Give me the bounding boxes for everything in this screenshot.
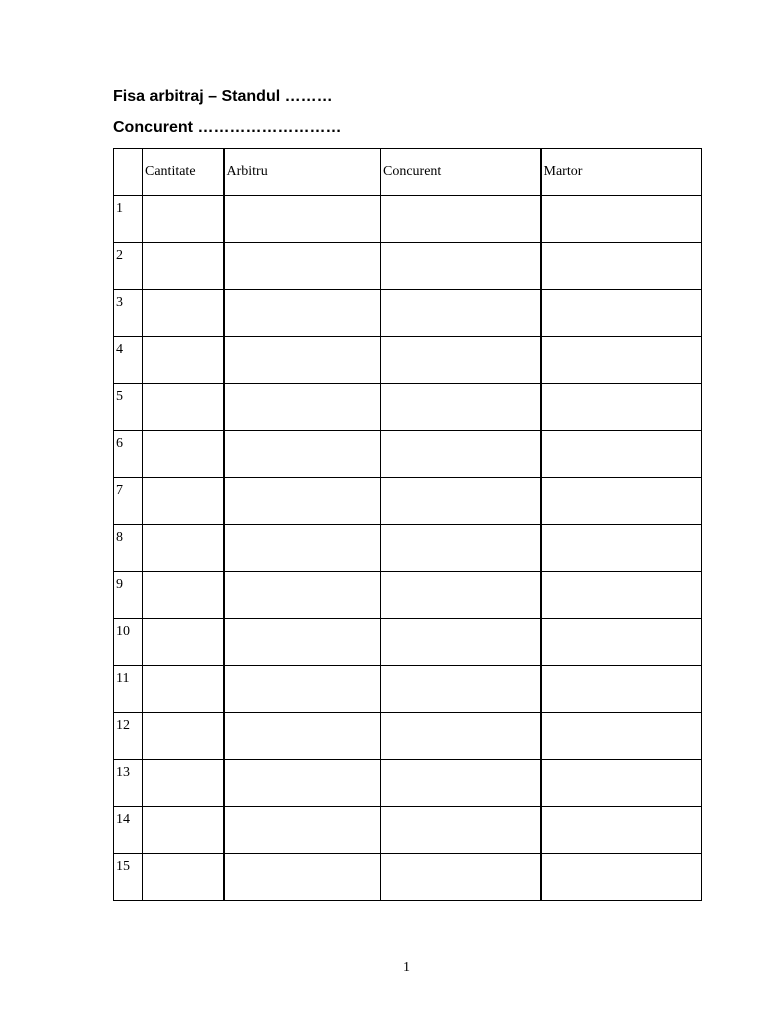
table-row — [114, 572, 702, 619]
header-cell-number — [114, 149, 143, 196]
arbitru-cell[interactable] — [224, 807, 381, 854]
arbitru-cell[interactable] — [224, 572, 381, 619]
document-title: Fisa arbitraj – Standul ……… — [113, 88, 333, 105]
header-cell-cantitate — [143, 149, 224, 196]
row-number: 5 — [116, 389, 123, 404]
cantitate-cell[interactable] — [143, 525, 224, 572]
table-row — [114, 243, 702, 290]
concurent-cell[interactable] — [381, 431, 541, 478]
martor-cell[interactable] — [541, 478, 702, 525]
arbitru-cell[interactable] — [224, 290, 381, 337]
arbitru-cell[interactable] — [224, 525, 381, 572]
arbitru-cell[interactable] — [224, 666, 381, 713]
concurent-cell[interactable] — [381, 713, 541, 760]
row-number: 13 — [116, 765, 130, 780]
martor-cell[interactable] — [541, 525, 702, 572]
concurent-cell[interactable] — [381, 807, 541, 854]
cantitate-cell[interactable] — [143, 290, 224, 337]
concurent-cell[interactable] — [381, 619, 541, 666]
header-label-concurent: Concurent — [383, 164, 442, 179]
cantitate-cell[interactable] — [143, 713, 224, 760]
cantitate-cell[interactable] — [143, 243, 224, 290]
table-row — [114, 337, 702, 384]
row-number-cell — [114, 431, 143, 478]
row-number-cell — [114, 196, 143, 243]
cantitate-cell[interactable] — [143, 196, 224, 243]
arbitru-cell[interactable] — [224, 713, 381, 760]
row-number-cell — [114, 572, 143, 619]
concurent-cell[interactable] — [381, 384, 541, 431]
martor-cell[interactable] — [541, 666, 702, 713]
competitor-line: Concurent ……………………… — [113, 119, 342, 136]
header-cell-concurent — [381, 149, 541, 196]
martor-cell[interactable] — [541, 572, 702, 619]
martor-cell[interactable] — [541, 290, 702, 337]
table-row — [114, 807, 702, 854]
page-number: 1 — [403, 960, 410, 975]
arbitru-cell[interactable] — [224, 760, 381, 807]
martor-cell[interactable] — [541, 807, 702, 854]
martor-cell[interactable] — [541, 196, 702, 243]
cantitate-cell[interactable] — [143, 478, 224, 525]
martor-cell[interactable] — [541, 431, 702, 478]
row-number-cell — [114, 384, 143, 431]
cantitate-cell[interactable] — [143, 384, 224, 431]
cantitate-cell[interactable] — [143, 760, 224, 807]
table-row — [114, 854, 702, 901]
row-number: 15 — [116, 859, 130, 874]
row-number: 7 — [116, 483, 123, 498]
cantitate-cell[interactable] — [143, 431, 224, 478]
header-label-cantitate: Cantitate — [145, 164, 196, 179]
cantitate-cell[interactable] — [143, 572, 224, 619]
table-row — [114, 619, 702, 666]
row-number-cell — [114, 619, 143, 666]
table-header-row — [114, 149, 702, 196]
row-number: 9 — [116, 577, 123, 592]
row-number: 14 — [116, 812, 130, 827]
header-cell-arbitru — [224, 149, 381, 196]
arbitru-cell[interactable] — [224, 854, 381, 901]
table-row — [114, 431, 702, 478]
cantitate-cell[interactable] — [143, 807, 224, 854]
arbitru-cell[interactable] — [224, 196, 381, 243]
table-row — [114, 384, 702, 431]
row-number: 8 — [116, 530, 123, 545]
row-number-cell — [114, 854, 143, 901]
header-label-arbitru: Arbitru — [226, 164, 268, 179]
concurent-cell[interactable] — [381, 854, 541, 901]
row-number: 11 — [116, 671, 130, 686]
martor-cell[interactable] — [541, 619, 702, 666]
header-label-martor: Martor — [543, 164, 583, 179]
concurent-cell[interactable] — [381, 243, 541, 290]
row-number-cell — [114, 807, 143, 854]
row-number-cell — [114, 290, 143, 337]
arbitru-cell[interactable] — [224, 431, 381, 478]
martor-cell[interactable] — [541, 243, 702, 290]
martor-cell[interactable] — [541, 854, 702, 901]
table-row — [114, 760, 702, 807]
arbitration-table — [113, 148, 702, 901]
arbitru-cell[interactable] — [224, 243, 381, 290]
concurent-cell[interactable] — [381, 478, 541, 525]
cantitate-cell[interactable] — [143, 854, 224, 901]
martor-cell[interactable] — [541, 713, 702, 760]
row-number-cell — [114, 666, 143, 713]
martor-cell[interactable] — [541, 760, 702, 807]
arbitru-cell[interactable] — [224, 619, 381, 666]
table-row — [114, 478, 702, 525]
concurent-cell[interactable] — [381, 337, 541, 384]
arbitru-cell[interactable] — [224, 478, 381, 525]
table-row — [114, 196, 702, 243]
table-row — [114, 713, 702, 760]
arbitru-cell[interactable] — [224, 384, 381, 431]
row-number: 3 — [116, 295, 123, 310]
concurent-cell[interactable] — [381, 196, 541, 243]
row-number-cell — [114, 713, 143, 760]
row-number: 6 — [116, 436, 123, 451]
martor-cell[interactable] — [541, 384, 702, 431]
row-number-cell — [114, 243, 143, 290]
arbitru-cell[interactable] — [224, 337, 381, 384]
row-number-cell — [114, 525, 143, 572]
header-cell-martor — [541, 149, 702, 196]
concurent-cell[interactable] — [381, 290, 541, 337]
concurent-cell[interactable] — [381, 572, 541, 619]
concurent-cell[interactable] — [381, 760, 541, 807]
concurent-cell[interactable] — [381, 525, 541, 572]
row-number-cell — [114, 760, 143, 807]
row-number: 10 — [116, 624, 130, 639]
row-number-cell — [114, 478, 143, 525]
cantitate-cell[interactable] — [143, 619, 224, 666]
row-number: 2 — [116, 248, 123, 263]
row-number-cell — [114, 337, 143, 384]
row-number: 12 — [116, 718, 130, 733]
cantitate-cell[interactable] — [143, 666, 224, 713]
row-number: 4 — [116, 342, 123, 357]
cantitate-cell[interactable] — [143, 337, 224, 384]
concurent-cell[interactable] — [381, 666, 541, 713]
martor-cell[interactable] — [541, 337, 702, 384]
table-row — [114, 666, 702, 713]
table-row — [114, 525, 702, 572]
table-row — [114, 290, 702, 337]
row-number: 1 — [116, 201, 123, 216]
